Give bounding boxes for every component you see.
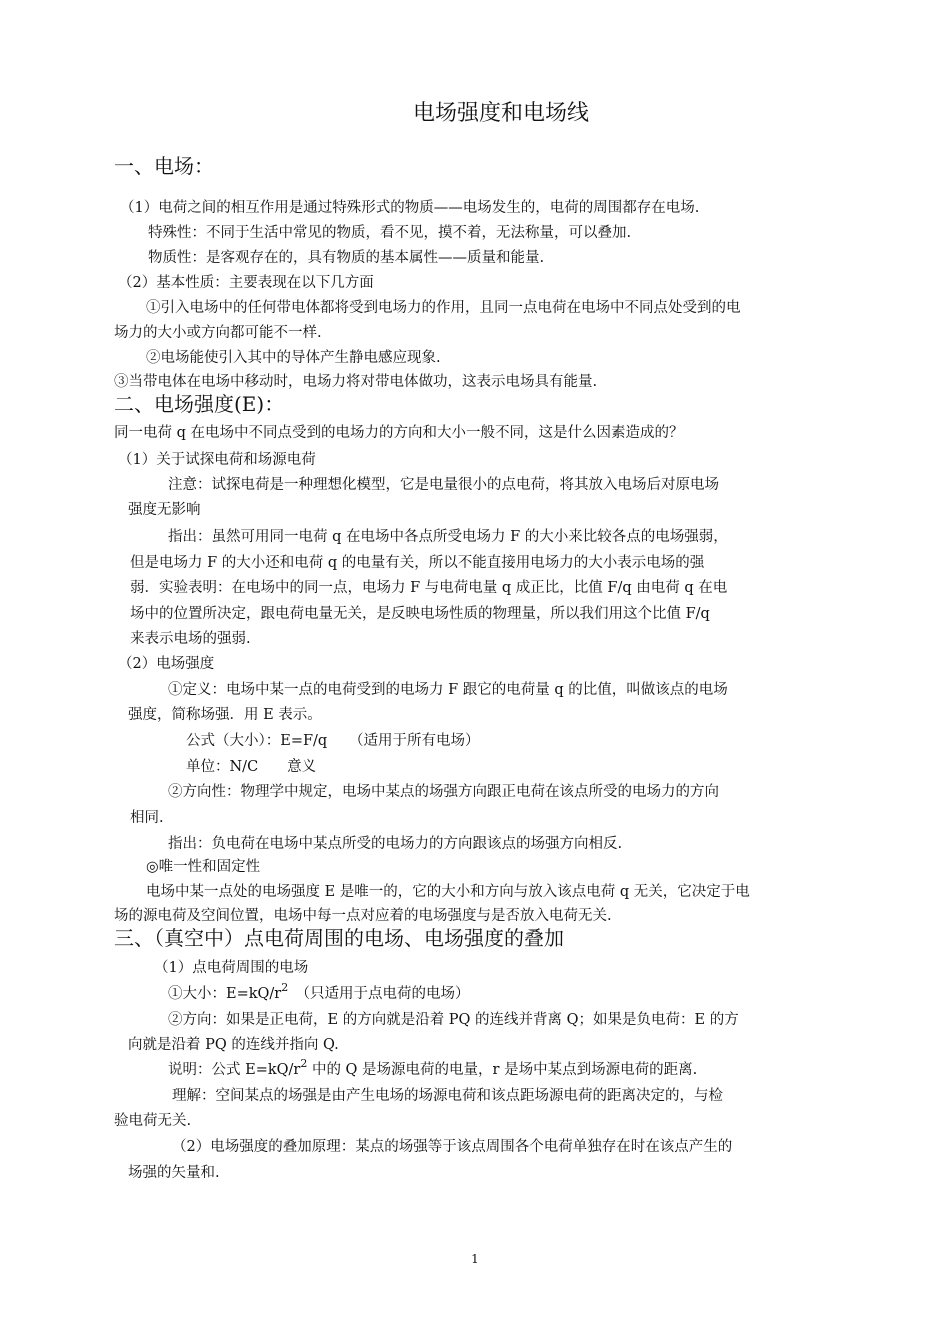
text-line: （1）点电荷周围的电场: [154, 960, 309, 976]
superscript: 2: [300, 1057, 308, 1070]
text-line: （2）基本性质：主要表现在以下几方面: [118, 275, 374, 291]
page-title: 电场强度和电场线: [412, 101, 589, 126]
text-line: 强度无影响: [128, 502, 201, 518]
text-line: ②方向：如果是正电荷，E 的方向就是沿着 PQ 的连线并背离 Q；如果是负电荷：E 的方: [168, 1012, 739, 1028]
section-heading-2: 二、电场强度(E)：: [114, 392, 285, 416]
superscript: 2: [281, 981, 289, 994]
text-line: 物质性：是客观存在的，具有物质的基本属性——质量和能量.: [148, 250, 545, 266]
text-line: 同一电荷 q 在电场中不同点受到的电场力的方向和大小一般不同，这是什么因素造成的？: [114, 425, 684, 441]
text-line: ②方向性：物理学中规定，电场中某点的场强方向跟正电荷在该点所受的电场力的方向: [168, 784, 719, 800]
section-heading-1: 一、电场：: [114, 154, 214, 178]
text-line: 场力的大小或方向都可能不一样.: [114, 325, 322, 341]
text-line: 相同.: [130, 810, 164, 826]
text-line: 场的源电荷及空间位置，电场中每一点对应着的电场强度与是否放入电荷无关.: [114, 908, 612, 924]
text-line: 指出：负电荷在电场中某点所受的电场力的方向跟该点的场强方向相反.: [168, 836, 623, 852]
text-line: 向就是沿着 PQ 的连线并指向 Q.: [128, 1037, 339, 1053]
text-line: 强度，简称场强．用 E 表示。: [128, 707, 322, 723]
formula-note: 中的 Q 是场源电荷的电量，r 是场中某点到场源电荷的距离.: [307, 1062, 698, 1078]
text-line: 单位：N/C 意义: [186, 759, 317, 775]
text-line: 注意：试探电荷是一种理想化模型，它是电量很小的点电荷，将其放入电场后对原电场: [168, 477, 719, 493]
text-line: 弱．实验表明：在电场中的同一点，电场力 F 与电荷电量 q 成正比，比值 F/q 由电荷 q 在电: [130, 580, 728, 596]
text-line: ①定义：电场中某一点的电荷受到的电场力 F 跟它的电荷量 q 的比值，叫做该点的电场: [168, 682, 728, 698]
formula-line: [168, 1057, 698, 1080]
page-number: 1: [471, 1252, 479, 1266]
text-line: （2）电场强度的叠加原理：某点的场强等于该点周围各个电荷单独存在时在该点产生的: [172, 1139, 733, 1155]
formula-line: 公式（大小）：E=F/q （适用于所有电场）: [186, 733, 480, 749]
text-line: 特殊性：不同于生活中常见的物质，看不见，摸不着，无法称量，可以叠加.: [148, 225, 632, 241]
text-line: 来表示电场的强弱.: [130, 631, 251, 647]
section-heading-3: 三、（真空中）点电荷周围的电场、电场强度的叠加: [114, 926, 564, 950]
text-line: 理解：空间某点的场强是由产生电场的场源电荷和该点距场源电荷的距离决定的，与检: [172, 1088, 723, 1104]
text-line: （1）关于试探电荷和场源电荷: [118, 452, 316, 468]
text-line: ②电场能使引入其中的导体产生静电感应现象.: [146, 350, 441, 366]
text-line: ①引入电场中的任何带电体都将受到电场力的作用，且同一点电荷在电场中不同点处受到的电: [146, 300, 741, 316]
text-line: （2）电场强度: [118, 656, 215, 672]
formula-text: ①大小：E=kQ/r: [168, 986, 282, 1002]
text-line: 但是电场力 F 的大小还和电荷 q 的电量有关，所以不能直接用电场力的大小表示电场的强: [130, 555, 705, 571]
text-line: 指出：虽然可用同一电荷 q 在电场中各点所受电场力 F 的大小来比较各点的电场强弱，: [168, 529, 728, 545]
formula-note: （只适用于点电荷的电场）: [288, 986, 470, 1002]
formula-text: 说明：公式 E=kQ/r: [168, 1062, 301, 1078]
text-line: 电场中某一点处的电场强度 E 是唯一的，它的大小和方向与放入该点电荷 q 无关，它决定于电: [146, 884, 750, 900]
text-line: 场中的位置所决定，跟电荷电量无关，是反映电场性质的物理量，所以我们用这个比值 F/q: [130, 606, 710, 622]
text-line: ◎唯一性和固定性: [146, 859, 261, 875]
text-line: （1）电荷之间的相互作用是通过特殊形式的物质——电场发生的，电荷的周围都存在电场.: [120, 200, 700, 216]
text-line: 场强的矢量和.: [128, 1165, 220, 1181]
formula-line: [168, 981, 470, 1004]
text-line: 验电荷无关.: [114, 1113, 192, 1129]
text-line: ③当带电体在电场中移动时，电场力将对带电体做功，这表示电场具有能量.: [114, 374, 598, 390]
